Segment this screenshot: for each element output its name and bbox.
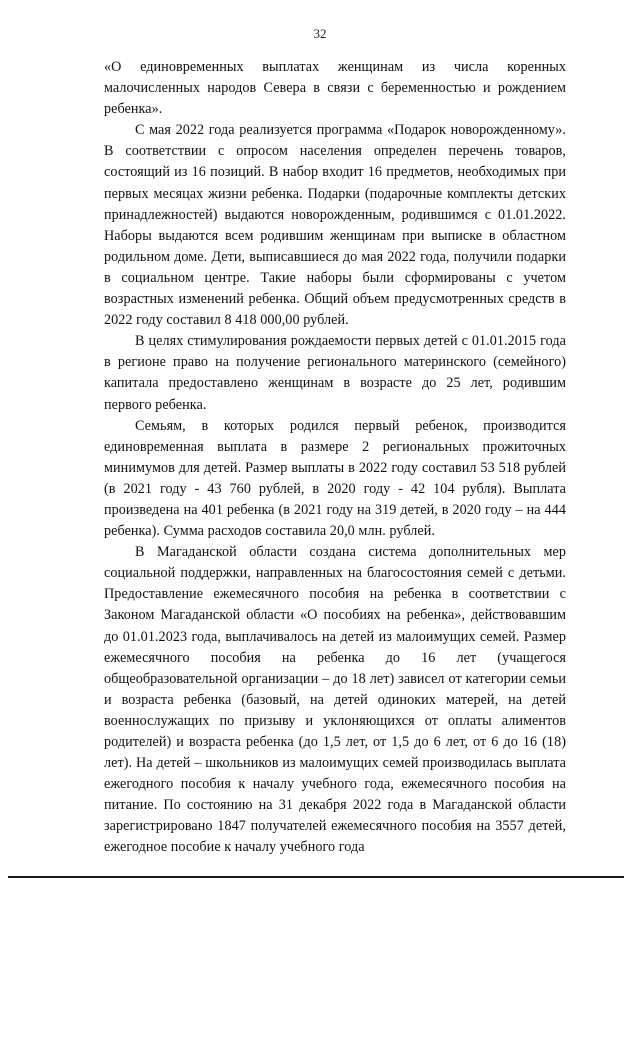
paragraph-2: С мая 2022 года реализуется программа «Подарок новорожденному». В соответствии с опросом населения определен перечень товаров, состоящий из 16 позиций. В набор входит 16 предметов, необходимых при первых месяцах жизни ребенка. Подарки (подарочные комплекты детских принадлежностей) выдаются новорожденным, родившимся с 01.01.2022. Наборы выдаются всем родившим женщинам при выписке в областном родильном доме. Дети, выписавшиеся до мая 2022 года, получили подарки в социальном центре. Такие наборы были сформированы с учетом возрастных изменений ребенка. Общий объем предусмотренных средств в 2022 году составил 8 418 000,00 рублей. — [104, 122, 566, 329]
bottom-divider-line — [8, 876, 624, 878]
paragraph-1: «О единовременных выплатах женщинам из числа коренных малочисленных народов Севера в связи с беременностью и рождением ребенка». — [104, 59, 566, 118]
page-number: 32 — [313, 26, 327, 41]
paragraph-5: В Магаданской области создана система дополнительных мер социальной поддержки, направленных на благосостояния семей с детьми. Предоставление ежемесячного пособия на ребенка в соответствии с Законом Магаданской области «О пособиях на ребенка», действовавшим до 01.01.2023 года, выплачивалось на детей из малоимущих семей. Размер ежемесячного пособия на ребенка до 16 лет (учащегося общеобразовательной организации – до 18 лет) зависел от категории семьи и возраста ребенка (базовый, на детей одиноких матерей, на детей военнослужащих по призыву и уклоняющихся от оплаты алиментов родителей) и возраста ребенка (до 1,5 лет, от 1,5 до 6 лет, от 6 до 16 (18) лет). На детей – школьников из малоимущих семей производилась выплата ежегодного пособия к началу учебного года, ежемесячного пособия на питание. По состоянию на 31 декабря 2022 года в Магаданской области зарегистрировано 1847 получателей ежемесячного пособия на 3557 детей, ежегодное пособие к началу учебного года — [104, 544, 566, 856]
document-body — [104, 57, 566, 859]
paragraph-4: Семьям, в которых родился первый ребенок, производится единовременная выплата в размере 2 региональных прожиточных минимумов для детей. Размер выплаты в 2022 году составил 53 518 рублей (в 2021 году - 43 760 рублей, в 2020 году - 42 104 рубля). Выплата произведена на 401 ребенка (в 2021 году на 319 детей, в 2020 году – на 444 ребенка). Сумма расходов составила 20,0 млн. рублей. — [104, 417, 566, 540]
paragraph-3: В целях стимулирования рождаемости первых детей с 01.01.2015 года в регионе право на получение регионального материнского (семейного) капитала предоставлено женщинам в возрасте до 25 лет, родившим первого ребенка. — [104, 333, 566, 413]
